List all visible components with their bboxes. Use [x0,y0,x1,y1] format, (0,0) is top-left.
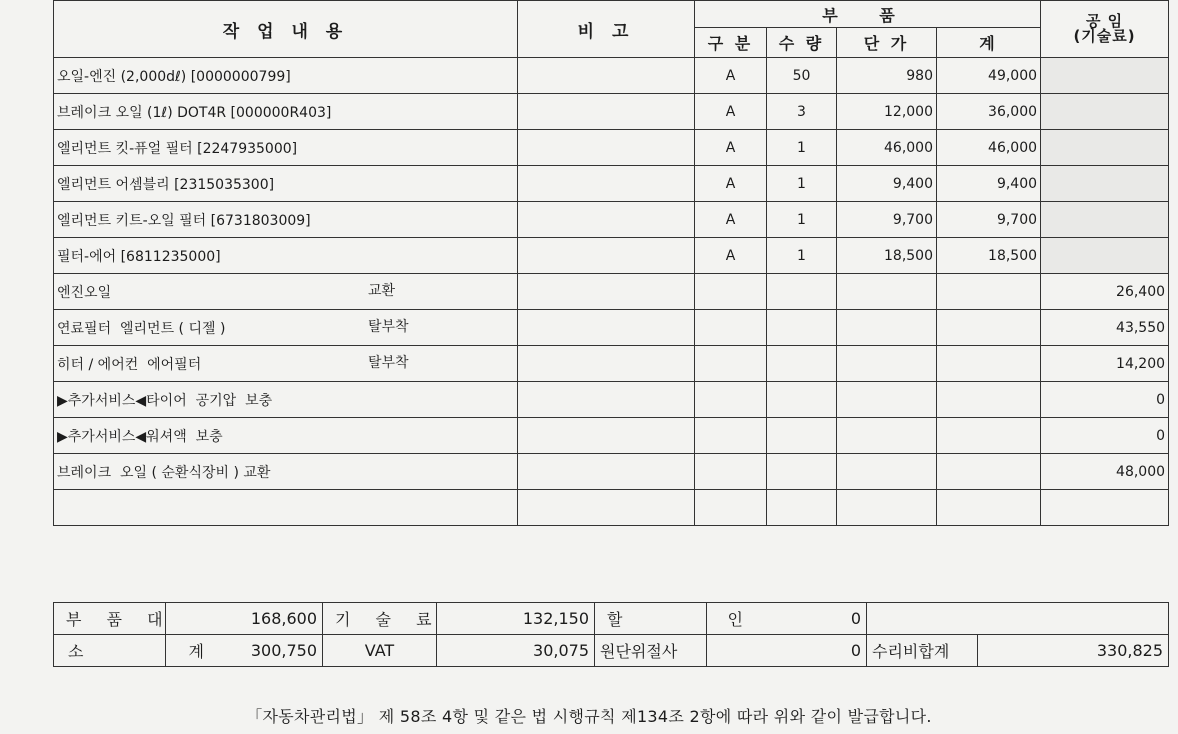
vat-label: VAT [323,635,437,667]
work-description-cell [54,490,518,526]
remark-cell [518,202,695,238]
work-action: 탈부착 [368,319,409,335]
header-labor-line1: 공 임 [1085,12,1124,30]
table-row [54,94,1169,130]
work-description-cell [54,418,518,454]
work-description-cell [54,454,518,490]
tech-fee-value: 132,150 [437,603,595,635]
quantity-cell [767,382,837,418]
category-cell [695,454,767,490]
unit-price-cell: 9,400 [837,166,937,202]
unit-price-cell [837,310,937,346]
work-description-cell [54,58,518,94]
header-work-description: 작 업 내 용 [54,1,518,58]
total-cell: 9,400 [937,166,1041,202]
quantity-cell [767,274,837,310]
total-cell [937,274,1041,310]
total-cell: 49,000 [937,58,1041,94]
total-cell [937,382,1041,418]
work-description-cell [54,382,518,418]
remark-cell [518,490,695,526]
labor-cell [1041,202,1169,238]
work-description: 엔진오일 [57,284,112,301]
header-parts: 부 품 [695,1,1041,28]
work-description: 연료필터 엘리먼트 ( 디젤 ) [57,320,226,337]
total-cell [937,418,1041,454]
labor-cell [1041,166,1169,202]
work-description-cell [54,94,518,130]
labor-cell [1041,130,1169,166]
category-cell: A [695,94,767,130]
remark-cell [518,58,695,94]
total-cell [937,490,1041,526]
work-description: 엘리먼트 킷-퓨얼 필터 [2247935000] [57,140,298,157]
quantity-cell [767,454,837,490]
labor-cell: 43,550 [1041,310,1169,346]
work-description: 필터-에어 [6811235000] [57,248,221,265]
subtotal-value: 300,750 [166,635,323,667]
work-description-cell [54,238,518,274]
parts-cost-value: 168,600 [166,603,323,635]
category-cell: A [695,202,767,238]
table-row [54,310,1169,346]
table-row [54,238,1169,274]
work-action: 탈부착 [368,355,409,371]
work-description: ▶추가서비스◀타이어 공기압 보충 [57,392,273,409]
unit-price-cell: 980 [837,58,937,94]
unit-price-cell: 9,700 [837,202,937,238]
summary-table [53,602,1169,667]
work-description: ▶추가서비스◀워셔액 보충 [57,428,223,445]
table-row [54,346,1169,382]
work-description-cell [54,310,518,346]
header-unit-price: 단 가 [837,28,937,58]
quantity-cell [767,418,837,454]
remark-cell [518,310,695,346]
work-description: 오일-엔진 (2,000dℓ) [0000000799] [57,68,291,85]
header-remarks: 비 고 [518,1,695,58]
unit-price-cell [837,346,937,382]
header-category: 구 분 [695,28,767,58]
labor-cell: 26,400 [1041,274,1169,310]
category-cell [695,346,767,382]
empty-summary-cell [867,603,1169,635]
category-cell: A [695,238,767,274]
subtotal-label: 소 계 [54,635,166,667]
legal-footer-text: 「자동차관리법」 제 58조 4항 및 같은 법 시행규칙 제134조 2항에 따라 위와 같이 발급합니다. [246,707,932,726]
work-description-cell [54,166,518,202]
remark-cell [518,382,695,418]
total-cell [937,310,1041,346]
category-cell: A [695,58,767,94]
discount-value: 0 [707,603,867,635]
total-cell: 46,000 [937,130,1041,166]
labor-cell: 0 [1041,418,1169,454]
table-row [54,58,1169,94]
remark-cell [518,454,695,490]
table-row [54,454,1169,490]
work-description-cell [54,202,518,238]
quantity-cell [767,310,837,346]
quantity-cell: 1 [767,130,837,166]
labor-cell [1041,490,1169,526]
header-labor-line2: (기술료) [1073,27,1136,45]
unit-price-cell: 12,000 [837,94,937,130]
work-details-table [53,0,1169,526]
header-total: 계 [937,28,1041,58]
unit-price-cell [837,454,937,490]
quantity-cell: 1 [767,238,837,274]
grand-total-label: 수리비합계 [867,635,978,667]
grand-total-value: 330,825 [978,635,1169,667]
remark-cell [518,166,695,202]
remark-cell [518,94,695,130]
unit-price-cell [837,382,937,418]
table-row [54,202,1169,238]
table-row [54,490,1169,526]
remark-cell [518,130,695,166]
discount-label: 할 인 [595,603,707,635]
work-description-cell [54,346,518,382]
table-row [54,130,1169,166]
work-description-cell [54,274,518,310]
work-description: 브레이크 오일 (1ℓ) DOT4R [000000R403] [57,104,332,121]
category-cell: A [695,166,767,202]
unit-price-cell: 18,500 [837,238,937,274]
category-cell [695,274,767,310]
work-description: 히터 / 에어컨 에어필터 [57,356,202,373]
table-row [54,418,1169,454]
remark-cell [518,346,695,382]
category-cell [695,382,767,418]
unit-price-cell [837,274,937,310]
won-cut-label: 원단위절사 [595,635,707,667]
header-quantity: 수 량 [767,28,837,58]
category-cell: A [695,130,767,166]
category-cell [695,310,767,346]
unit-price-cell: 46,000 [837,130,937,166]
quantity-cell: 1 [767,202,837,238]
work-description: 엘리먼트 어셈블리 [2315035300] [57,176,275,193]
category-cell [695,490,767,526]
table-row [54,274,1169,310]
labor-cell: 48,000 [1041,454,1169,490]
work-description: 브레이크 오일 ( 순환식장비 ) 교환 [57,464,271,481]
total-cell: 18,500 [937,238,1041,274]
won-cut-value: 0 [707,635,867,667]
quantity-cell [767,490,837,526]
labor-cell [1041,238,1169,274]
total-cell [937,346,1041,382]
labor-cell: 14,200 [1041,346,1169,382]
remark-cell [518,238,695,274]
remark-cell [518,274,695,310]
quantity-cell: 3 [767,94,837,130]
total-cell: 36,000 [937,94,1041,130]
remark-cell [518,418,695,454]
quantity-cell: 50 [767,58,837,94]
total-cell: 9,700 [937,202,1041,238]
labor-cell [1041,94,1169,130]
quantity-cell: 1 [767,166,837,202]
work-description: 엘리먼트 키트-오일 필터 [6731803009] [57,212,311,229]
vat-value: 30,075 [437,635,595,667]
unit-price-cell [837,490,937,526]
unit-price-cell [837,418,937,454]
labor-cell: 0 [1041,382,1169,418]
table-row [54,166,1169,202]
parts-cost-label: 부 품 대 [54,603,166,635]
labor-cell [1041,58,1169,94]
work-description-cell [54,130,518,166]
tech-fee-label: 기 술 료 [323,603,437,635]
total-cell [937,454,1041,490]
table-row [54,382,1169,418]
header-labor [1041,1,1169,58]
category-cell [695,418,767,454]
quantity-cell [767,346,837,382]
work-action: 교환 [368,283,396,299]
